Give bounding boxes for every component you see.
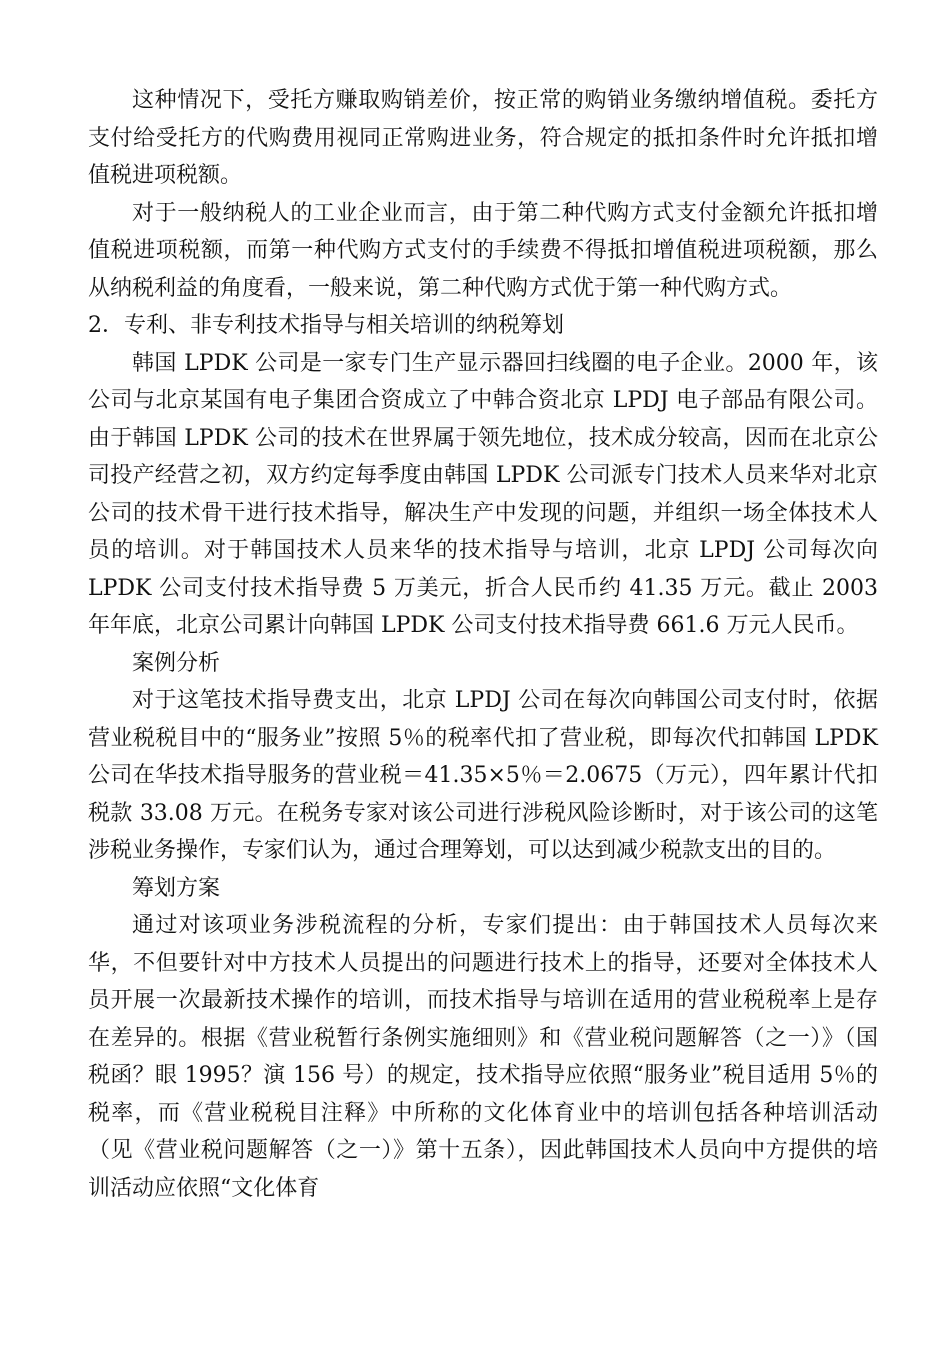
paragraph-purchase-spread: 这种情况下，受托方赚取购销差价，按正常的购销业务缴纳增值税。委托方支付给受托方的代购费用视同正常购进业务，符合规定的抵扣条件时允许抵扣增值税进项税额。 <box>88 88 878 188</box>
subheading-planning-scheme: 筹划方案 <box>132 875 221 901</box>
paragraph-case-background: 韩国 LPDK 公司是一家专门生产显示器回扫线圈的电子企业。2000 年，该公司与北京某国有电子集团合资成立了中韩合资北京 LPDJ 电子部品有限公司。由于韩国 LPDK 公司的技术在世界属于领先地位，技术成分较高，因而在北京公司投产经营之初，双方约定每季度由韩国 LPDK 公司派专门技术人员来华对北京公司的技术骨干进行技术指导，解决生产中发现的问题，并组织一场全体技术人员的培训。对于韩国技术人员来华的技术指导与培训，北京 LPDJ 公司每次向 LPDK 公司支付技术指导费 5 万美元，折合人民币约 41.35 万元。截止 2003 年年底，北京公司累计向韩国 LPDK 公司支付技术指导费 661.6 万元人民币。 <box>88 350 878 638</box>
paragraph-planning-scheme: 通过对该项业务涉税流程的分析，专家们提出：由于韩国技术人员每次来华，不但要针对中方技术人员提出的问题进行技术上的指导，还要对全体技术人员开展一次最新技术操作的培训，而技术指导与培训在适用的营业税税率上是存在差异的。根据《营业税暂行条例实施细则》和《营业税问题解答（之一）》（国税函？眼 1995？演 156 号）的规定，技术指导应依照“服务业”税目适用 5％的税率，而《营业税税目注释》中所称的文化体育业中的培训包括各种培训活动（见《营业税问题解答（之一）》第十五条），因此韩国技术人员向中方提供的培训活动应依照“文化体育 <box>88 913 878 1201</box>
paragraph-general-taxpayer: 对于一般纳税人的工业企业而言，由于第二种代购方式支付金额允许抵扣增值税进项税额，而第一种代购方式支付的手续费不得抵扣增值税进项税额，那么从纳税利益的角度看，一般来说，第二种代购方式优于第一种代购方式。 <box>88 200 878 301</box>
document-page <box>88 82 878 1207</box>
paragraph-case-analysis: 对于这笔技术指导费支出，北京 LPDJ 公司在每次向韩国公司支付时，依据营业税税目中的“服务业”按照 5％的税率代扣了营业税，即每次代扣韩国 LPDK 公司在华技术指导服务的营业税＝41.35×5％＝2.0675（万元），四年累计代扣税款 33.08 万元。在税务专家对该公司进行涉税风险诊断时，对于该公司的这笔涉税业务操作，专家们认为，通过合理筹划，可以达到减少税款支出的目的。 <box>88 688 878 863</box>
section-heading: 2．专利、非专利技术指导与相关培训的纳税筹划 <box>88 313 564 338</box>
subheading-case-analysis: 案例分析 <box>132 650 221 676</box>
